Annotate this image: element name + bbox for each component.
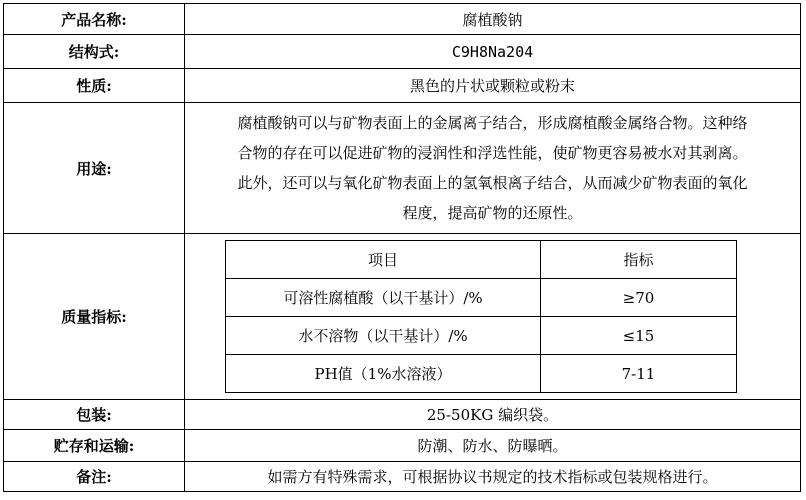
label-usage: 用途:: [4, 103, 185, 234]
label-properties: 性质:: [4, 69, 185, 103]
quality-item: PH值（1%水溶液）: [226, 355, 541, 393]
quality-row: [226, 279, 737, 317]
quality-header-index: 指标: [541, 241, 737, 279]
label-product-name: 产品名称:: [4, 4, 185, 35]
value-packaging: 25-50KG 编织袋。: [185, 400, 801, 430]
row-remarks: [4, 462, 801, 492]
row-quality: [4, 234, 801, 400]
row-usage: [4, 103, 801, 234]
usage-line-2: 合物的存在可以促进矿物的浸润性和浮选性能，使矿物更容易被水对其剥离。: [237, 144, 748, 162]
row-properties: [4, 69, 801, 103]
value-remarks: 如需方有特殊需求，可根据协议书规定的技术指标或包装规格进行。: [185, 462, 801, 492]
quality-index: ≥70: [541, 279, 737, 317]
quality-header-row: [226, 241, 737, 279]
label-packaging: 包装:: [4, 400, 185, 430]
quality-index-table: [225, 240, 737, 393]
usage-line-4: 程度，提高矿物的还原性。: [402, 204, 583, 222]
label-formula: 结构式:: [4, 35, 185, 69]
quality-item: 可溶性腐植酸（以干基计）/%: [226, 279, 541, 317]
value-product-name: 腐植酸钠: [185, 4, 801, 35]
label-quality: 质量指标:: [4, 234, 185, 400]
row-packaging: [4, 400, 801, 430]
row-product-name: [4, 4, 801, 35]
value-quality: [185, 234, 801, 400]
quality-row: [226, 317, 737, 355]
quality-header-item: 项目: [226, 241, 541, 279]
row-formula: [4, 35, 801, 69]
usage-line-1: 腐植酸钠可以与矿物表面上的金属离子结合，形成腐植酸金属络合物。这种络: [237, 114, 748, 132]
quality-index: 7-11: [541, 355, 737, 393]
value-formula: C9H8Na204: [185, 35, 801, 69]
quality-index: ≤15: [541, 317, 737, 355]
value-properties: 黑色的片状或颗粒或粉末: [185, 69, 801, 103]
label-storage: 贮存和运输:: [4, 430, 185, 462]
value-usage: [185, 103, 801, 234]
row-storage: [4, 430, 801, 462]
usage-line-3: 此外，还可以与氧化矿物表面上的氢氧根离子结合，从而减少矿物表面的氧化: [237, 174, 748, 192]
label-remarks: 备注:: [4, 462, 185, 492]
quality-row: [226, 355, 737, 393]
product-spec-table: [3, 3, 801, 492]
quality-item: 水不溶物（以干基计）/%: [226, 317, 541, 355]
value-storage: 防潮、防水、防曝晒。: [185, 430, 801, 462]
